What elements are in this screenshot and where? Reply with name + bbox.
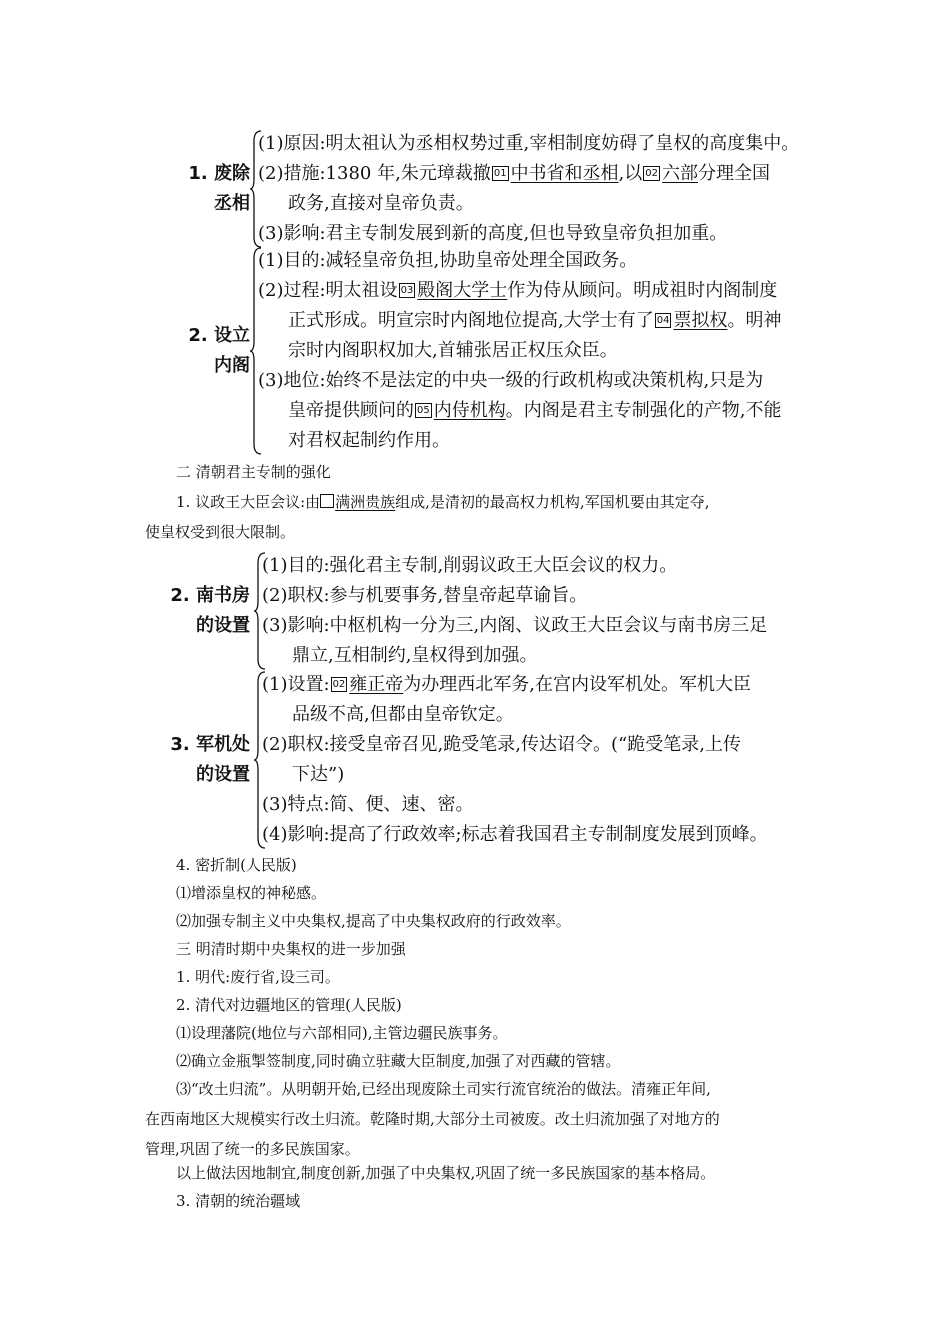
section-heading: 三 明清时期中央集权的进一步加强	[176, 940, 406, 958]
paragraph-ming: 1. 明代:废行省,设三司。	[176, 968, 340, 986]
outline-label: 3. 军机处 的设置	[170, 734, 250, 785]
outline-item: (3)特点:简、便、速、密。	[262, 794, 474, 815]
outline-item: (1)目的:减轻皇帝负担,协助皇帝处理全国政务。	[258, 250, 638, 271]
outline-label: 2. 设立 内阁	[188, 325, 250, 376]
outline-items	[258, 129, 843, 249]
section-heading: 二 清朝君主专制的强化	[176, 463, 331, 481]
outline-item: (1)原因:明太祖认为丞相权势过重,宰相制度妨碍了皇权的高度集中。	[258, 133, 800, 154]
key-term: 殿阁大学士	[417, 280, 508, 301]
blank-box-icon	[320, 494, 334, 508]
blank-number-badge: 01	[493, 168, 507, 179]
key-term: 票拟权	[673, 310, 728, 331]
paragraph-summary: 以上做法因地制宜,制度创新,加强了中央集权,巩固了统一多民族国家的基本格局。	[176, 1164, 716, 1182]
key-term: 六部	[662, 163, 699, 184]
outline-item: (2)职权:接受皇帝召见,跪受笔录,传达诏令。(“跪受笔录,上传 下达”)	[262, 734, 741, 785]
paragraph-qing-frontier: 2. 清代对边疆地区的管理(人民版)	[176, 996, 402, 1014]
outline-item: (3)影响:君主专制发展到新的高度,但也导致皇帝负担加重。	[258, 223, 728, 244]
list-item: ⑴增添皇权的神秘感。	[176, 884, 327, 902]
blank-number-badge: 05	[417, 405, 430, 416]
outline-label: 1. 废除 丞相	[188, 163, 250, 214]
blank-number-badge: 02	[332, 679, 346, 690]
outline-item: (2)过程:明太祖设 03 殿阁大学士作为侍从顾问。明成祖时内阁制度 正式形成。明宣宗时内阁地位提高,大学士有了 04 票拟权。明神 宗时内阁职权加大,首辅张居正权压众臣。	[258, 280, 782, 361]
outline-item: (3)影响:中枢机构一分为三,内阁、议政王大臣会议与南书房三足 鼎立,互相制约,皇权得到加强。	[262, 615, 768, 666]
list-item-gaitu-guiliu: ⑶“改土归流”。从明朝开始,已经出现废除土司实行流官统治的做法。清雍正年间, 在西南地区大规模实行改土归流。乾隆时期,大部分土司被废。改土归流加强了对地方的 管理,巩固了统一的多民族国家。	[145, 1080, 720, 1158]
outline-items	[262, 670, 847, 850]
key-term: 中书省和丞相	[510, 163, 619, 184]
blank-number-badge: 02	[645, 168, 659, 179]
outline-item: (1)设置: 02 雍正帝为办理西北军务,在宫内设军机处。军机大臣 品级不高,但都由皇帝钦定。	[262, 674, 752, 725]
list-item: ⑴设理藩院(地位与六部相同),主管边疆民族事务。	[176, 1024, 508, 1042]
list-item: ⑵确立金瓶掣签制度,同时确立驻藏大臣制度,加强了对西藏的管辖。	[176, 1052, 621, 1070]
outline-items	[258, 246, 843, 456]
paragraph-qing-territory: 3. 清朝的统治疆域	[176, 1192, 301, 1210]
outline-item: (2)措施:1380 年,朱元璋裁撤 01 中书省和丞相,以 02 六部分理全国 政务,直接对皇帝负责。	[258, 163, 771, 214]
key-term: 满洲贵族	[320, 493, 395, 511]
outline-item: (2)职权:参与机要事务,替皇帝起草谕旨。	[262, 585, 588, 606]
outline-item: (1)目的:强化君主专制,削弱议政王大臣会议的权力。	[262, 555, 678, 576]
key-term: 雍正帝	[349, 674, 404, 695]
list-item: ⑵加强专制主义中央集权,提高了中央集权政府的行政效率。	[176, 912, 571, 930]
outline-label: 2. 南书房 的设置	[170, 585, 250, 636]
outline-item: (3)地位:始终不是法定的中央一级的行政机构或决策机构,只是为 皇帝提供顾问的 05 内侍机构。内阁是君主专制强化的产物,不能 对君权起制约作用。	[258, 370, 782, 451]
outline-item: (4)影响:提高了行政效率;标志着我国君主专制制度发展到顶峰。	[262, 824, 768, 845]
blank-number-badge: 04	[656, 315, 670, 326]
key-term: 内侍机构	[433, 400, 506, 421]
paragraph-deliberative-council: 1. 议政王大臣会议:由 满洲贵族组成,是清初的最高权力机构,军国机要由其定夺, 使皇权受到很大限制。	[145, 493, 710, 541]
blank-number-badge: 03	[400, 285, 414, 296]
paragraph-secret-memorial: 4. 密折制(人民版)	[176, 856, 297, 874]
outline-items	[262, 551, 847, 671]
